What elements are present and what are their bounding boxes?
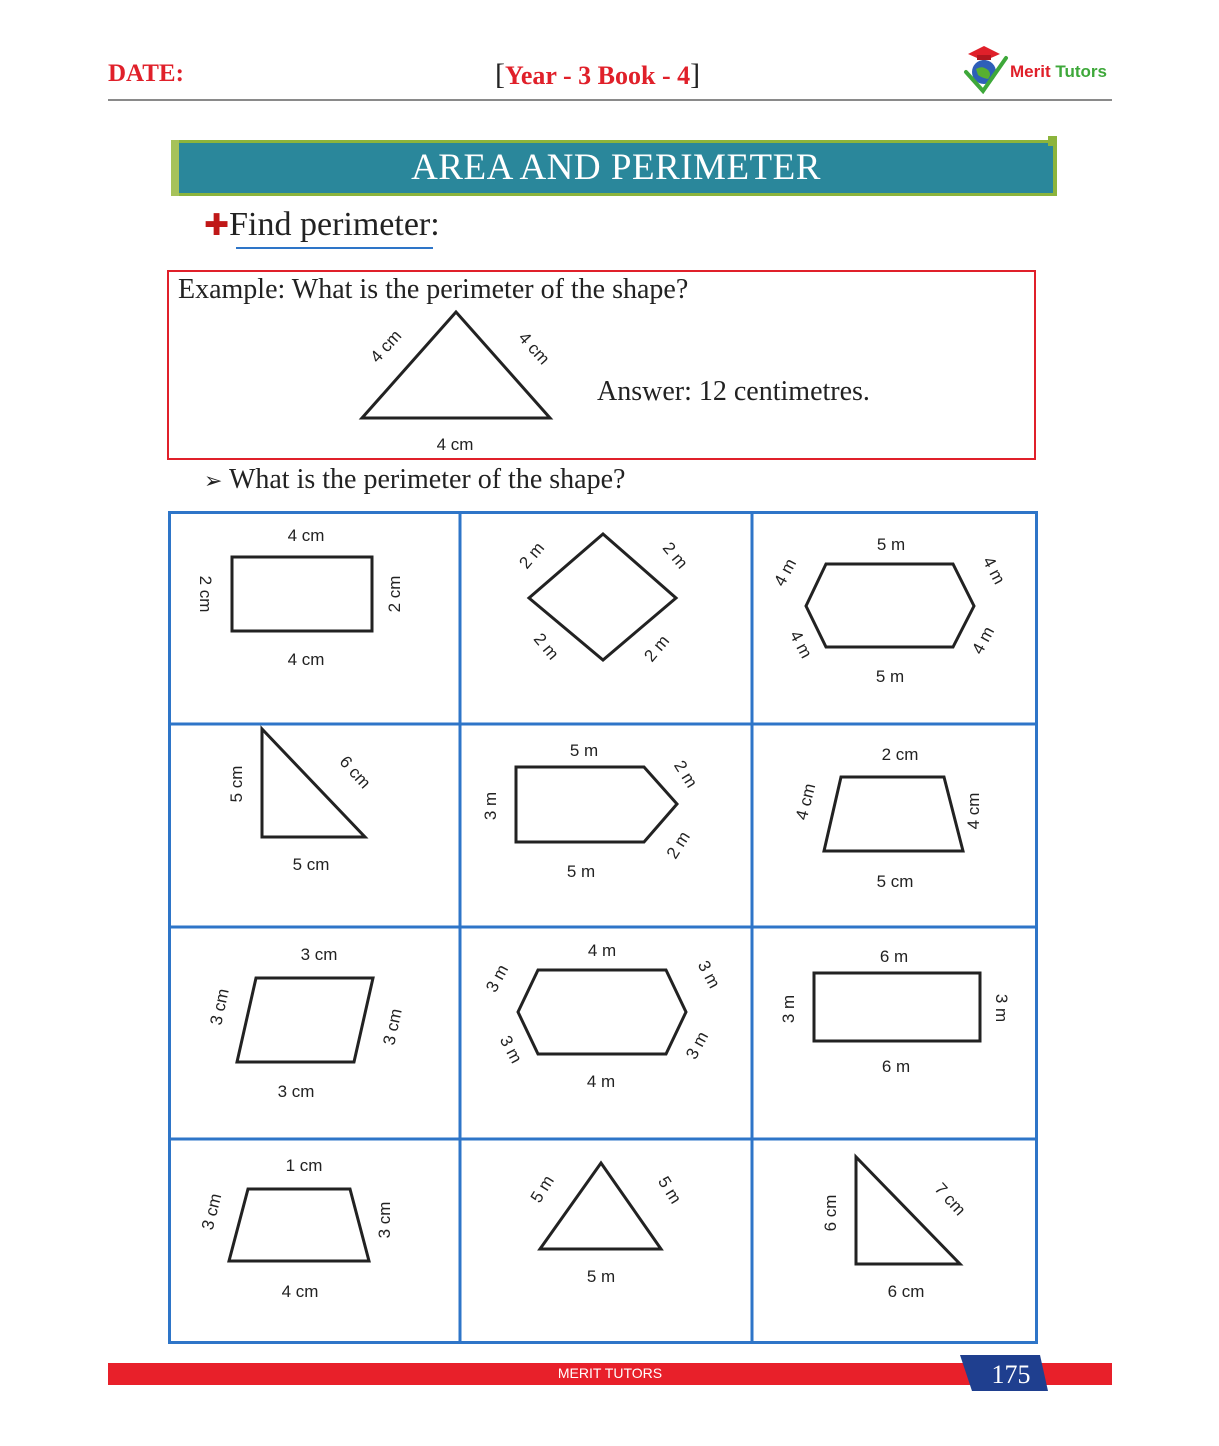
graduation-cap-icon xyxy=(958,44,1018,94)
shape-6-label-right: 4 cm xyxy=(964,792,983,830)
shape-9-label-top: 6 m xyxy=(879,947,909,966)
shape-10-label-top: 1 cm xyxy=(285,1156,323,1175)
shape-7-label-left: 3 cm xyxy=(206,986,233,1027)
shape-5-label-tr: 2 m xyxy=(670,757,702,792)
shape-11-label-left: 5 m xyxy=(526,1172,558,1207)
shape-8-label-tl: 3 m xyxy=(482,961,513,996)
shape-2-label-tr: 2 m xyxy=(658,538,692,573)
shape-6-label-top: 2 cm xyxy=(881,745,919,764)
logo-word-tutors: Tutors xyxy=(1055,62,1107,81)
page-title: AREA AND PERIMETER xyxy=(411,147,821,188)
shape-4-label-left: 5 cm xyxy=(227,765,246,803)
shape-9-label-right: 3 m xyxy=(992,993,1011,1023)
shape-11-label-right: 5 m xyxy=(654,1173,686,1208)
bracket-open: [ xyxy=(495,58,505,91)
shape-8-label-bl: 3 m xyxy=(495,1032,526,1067)
shape-10-label-right: 3 cm xyxy=(375,1201,394,1239)
shape-6-label-left: 4 cm xyxy=(791,781,820,822)
shape-10-label-bottom: 4 cm xyxy=(281,1282,319,1301)
shape-cell-6 xyxy=(792,745,983,891)
shape-7-label-right: 3 cm xyxy=(379,1006,406,1047)
book-title: Year - 3 Book - 4 xyxy=(505,61,691,90)
shape-cell-5 xyxy=(481,741,701,881)
shape-3-label-tl: 4 m xyxy=(770,555,801,590)
shape-3-label-tr: 4 m xyxy=(978,553,1009,588)
shape-8-label-bottom: 4 m xyxy=(586,1072,616,1091)
shape-7-label-top: 3 cm xyxy=(300,945,338,964)
shape-cell-3 xyxy=(770,535,1009,686)
footer-text: MERIT TUTORS xyxy=(557,1365,663,1381)
shape-1-label-top: 4 cm xyxy=(287,526,325,545)
shape-11-label-bottom: 5 m xyxy=(586,1267,616,1286)
shape-cell-1 xyxy=(196,526,404,669)
shape-5-label-top: 5 m xyxy=(569,741,599,760)
instruction xyxy=(204,206,440,244)
shape-3-label-bottom: 5 m xyxy=(875,667,905,686)
page-number: 175 xyxy=(991,1360,1031,1389)
header-divider xyxy=(108,99,1112,101)
instruction-underline xyxy=(236,247,433,249)
shape-9-label-bottom: 6 m xyxy=(881,1057,911,1076)
shape-5-label-br: 2 m xyxy=(662,828,694,863)
shape-cell-8 xyxy=(482,941,724,1091)
example-side-bottom: 4 cm xyxy=(436,435,474,454)
instruction-text: Find perimeter: xyxy=(229,206,440,243)
bracket-close: ] xyxy=(690,58,701,91)
shape-10-label-left: 3 cm xyxy=(197,1191,226,1232)
example-triangle xyxy=(340,300,570,460)
shape-6-label-bottom: 5 cm xyxy=(876,872,914,891)
shape-2-label-bl: 2 m xyxy=(529,629,563,664)
shape-4-label-bottom: 5 cm xyxy=(292,855,330,874)
shape-1-label-left: 2 cm xyxy=(196,575,215,613)
shape-3-label-bl: 4 m xyxy=(785,627,816,662)
shape-cell-10 xyxy=(198,1156,394,1301)
shape-cell-9 xyxy=(779,947,1011,1076)
plus-bullet-icon: ✚ xyxy=(204,209,230,242)
arrow-bullet-icon: ➢ xyxy=(204,468,223,493)
example-side-right: 4 cm xyxy=(514,328,554,369)
shape-8-label-br: 3 m xyxy=(682,1028,713,1063)
shape-9-label-left: 3 m xyxy=(779,994,798,1024)
shape-1-label-bottom: 4 cm xyxy=(287,650,325,669)
shape-cell-7 xyxy=(206,945,405,1101)
shape-3-label-br: 4 m xyxy=(968,623,999,658)
shape-2-label-br: 2 m xyxy=(640,631,674,666)
shape-5-label-left: 3 m xyxy=(481,791,500,821)
question-text: What is the perimeter of the shape? xyxy=(228,464,626,495)
example-side-left: 4 cm xyxy=(366,326,406,367)
shape-12-label-bottom: 6 cm xyxy=(887,1282,925,1301)
shape-cell-12 xyxy=(821,1157,969,1301)
merit-tutors-logo xyxy=(958,44,1118,94)
logo-word-merit: Merit xyxy=(1010,62,1051,81)
shape-8-label-top: 4 m xyxy=(587,941,617,960)
date-label: DATE: xyxy=(108,60,184,87)
shape-12-label-left: 6 cm xyxy=(821,1194,840,1232)
shape-7-label-bottom: 3 cm xyxy=(277,1082,315,1101)
shape-8-label-tr: 3 m xyxy=(693,957,724,992)
book-label xyxy=(495,58,700,92)
shapes-grid xyxy=(168,511,1038,1344)
question xyxy=(204,464,625,496)
example-question: Example: What is the perimeter of the shape? xyxy=(178,274,689,305)
shape-cell-2 xyxy=(515,534,691,665)
shape-4-label-hyp: 6 cm xyxy=(335,752,375,793)
shape-3-label-top: 5 m xyxy=(876,535,906,554)
shape-cell-11 xyxy=(527,1163,685,1286)
example-answer: Answer: 12 centimetres. xyxy=(597,376,870,407)
shape-12-label-hyp: 7 cm xyxy=(930,1179,970,1220)
shape-5-label-bottom: 5 m xyxy=(566,862,596,881)
shape-2-label-tl: 2 m xyxy=(515,538,549,573)
shape-cell-4 xyxy=(227,729,374,874)
shape-1-label-right: 2 cm xyxy=(385,575,404,613)
